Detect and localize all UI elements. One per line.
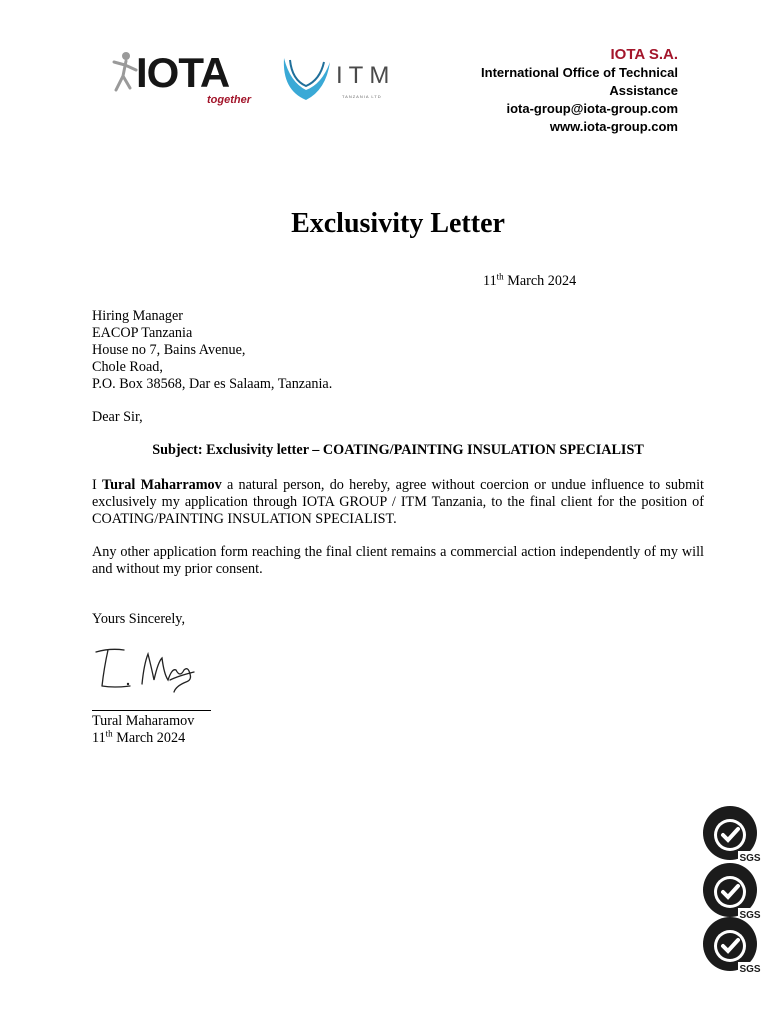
sgs-certification-seal-1: [700, 803, 764, 865]
company-website[interactable]: www.iota-group.com: [549, 119, 678, 134]
paragraph-1: [92, 477, 704, 528]
seal-label: SGS: [739, 910, 761, 921]
seal-label: SGS: [739, 964, 761, 975]
paragraph-2: Any other application form reaching the final client remains a commercial action independently of my will and without my prior consent.: [92, 544, 704, 577]
subject-line: Subject: Exclusivity letter – COATING/PAINTING INSULATION SPECIALIST: [152, 442, 644, 458]
salutation: Dear Sir,: [92, 409, 143, 425]
iota-logo-tagline: together: [207, 94, 251, 106]
itm-logo: [280, 50, 410, 108]
iota-logo: [110, 46, 268, 116]
sgs-certification-seal-3: [700, 914, 764, 976]
applicant-name: Tural Maharramov: [101, 477, 222, 493]
company-line-1: International Office of Technical: [481, 65, 678, 80]
company-email[interactable]: iota-group@iota-group.com: [506, 101, 678, 116]
itm-logo-text: ITM: [336, 62, 396, 89]
signature-date: [92, 730, 185, 747]
date-day: 11: [483, 273, 497, 289]
signature-line: [92, 710, 211, 711]
recipient-address: [92, 308, 332, 393]
closing: Yours Sincerely,: [92, 611, 186, 627]
handwritten-signature: [90, 640, 210, 696]
company-header: [481, 46, 678, 136]
recipient-line: House no 7, Bains Avenue,: [92, 342, 246, 358]
recipient-line: Chole Road,: [92, 359, 163, 375]
date-suffix: th: [496, 271, 504, 282]
company-line-2: Assistance: [609, 83, 678, 98]
recipient-line: EACOP Tanzania: [92, 325, 193, 341]
signatory-name: Tural Maharamov: [92, 713, 195, 729]
date-suffix: th: [105, 728, 113, 739]
date-rest: March 2024: [112, 730, 186, 746]
sgs-certification-seal-2: [700, 860, 764, 922]
company-name: IOTA S.A.: [610, 46, 678, 63]
date-day: 11: [92, 730, 106, 746]
para1-text: a natural person, do hereby, agree without coercion or undue influence to submit exclusively my application through IOTA GROUP / ITM Tanzania, to the final client for the position of COATING/PAINTING INSULATION SPECIALIST.: [92, 477, 704, 527]
itm-swoosh-icon: [280, 50, 336, 106]
itm-logo-subtitle: TANZANIA LTD: [342, 94, 382, 99]
letter-title: Exclusivity Letter: [291, 208, 505, 239]
recipient-line: P.O. Box 38568, Dar es Salaam, Tanzania.: [92, 376, 333, 392]
iota-logo-text: IOTA: [136, 49, 230, 96]
date-rest: March 2024: [503, 273, 577, 289]
letter-date: [483, 273, 576, 290]
seal-label: SGS: [739, 853, 761, 864]
recipient-line: Hiring Manager: [92, 308, 184, 324]
para1-prefix: I: [92, 477, 102, 493]
